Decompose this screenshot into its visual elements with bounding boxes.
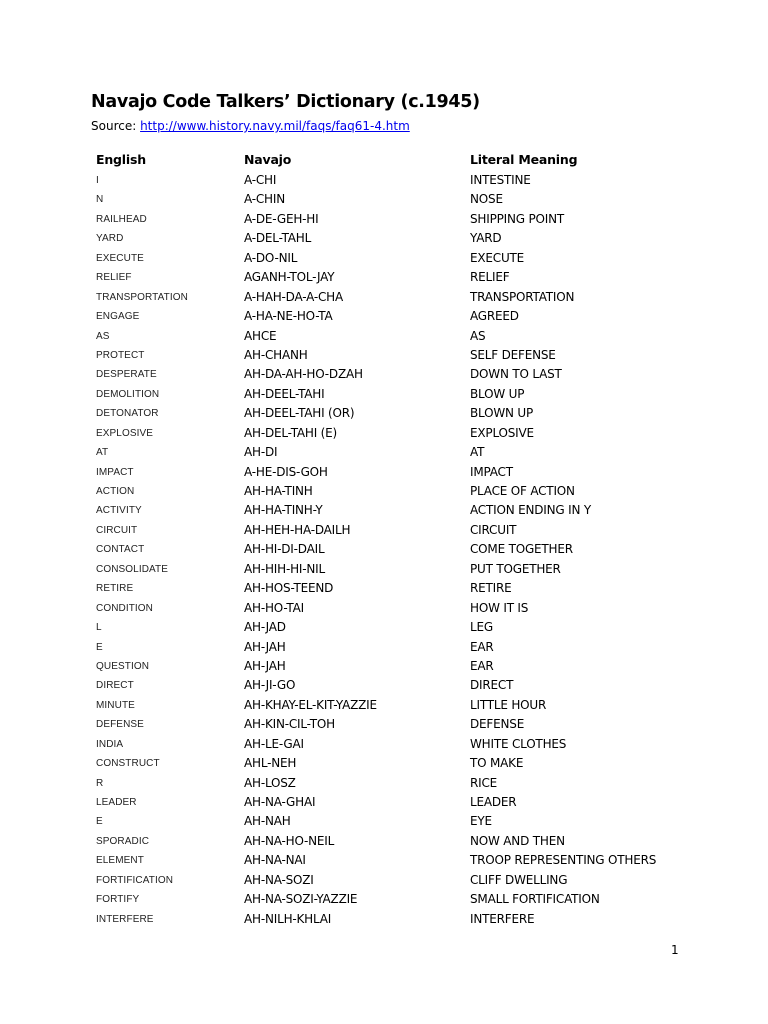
table-row [0, 307, 768, 326]
table-row [0, 385, 768, 404]
navajo-cell: A-CHIN [244, 192, 285, 207]
navajo-cell: A-CHI [244, 173, 277, 187]
table-row [0, 171, 768, 190]
literal-meaning-cell: NOSE [470, 192, 503, 207]
english-cell: PROTECT [96, 349, 145, 361]
table-row [0, 424, 768, 443]
table-row [0, 482, 768, 501]
navajo-cell: AH-NA-SOZI [244, 872, 314, 887]
table-row [0, 521, 768, 540]
english-cell: E [96, 641, 103, 653]
literal-meaning-cell: LITTLE HOUR [470, 697, 547, 712]
table-row [0, 890, 768, 909]
english-cell: AT [96, 447, 109, 459]
literal-meaning-cell: INTERFERE [470, 911, 535, 926]
navajo-cell: AHL-NEH [244, 756, 297, 771]
navajo-cell: A-HA-NE-HO-TA [244, 309, 333, 324]
english-cell: DESPERATE [96, 369, 157, 381]
english-cell: DEMOLITION [96, 388, 160, 400]
navajo-cell: AH-DEL-TAHI (E) [244, 425, 338, 440]
header-literal-meaning: Literal Meaning [470, 152, 578, 167]
english-cell: ENGAGE [96, 311, 140, 323]
navajo-cell: AH-JAH [244, 658, 286, 673]
table-row [0, 540, 768, 559]
dictionary-table [0, 171, 768, 929]
literal-meaning-cell: EAR [470, 639, 494, 654]
navajo-cell: AH-NA-GHAI [244, 795, 316, 809]
table-row [0, 463, 768, 482]
table-row [0, 754, 768, 773]
english-cell: E [96, 816, 103, 828]
english-cell: ACTIVITY [96, 505, 142, 517]
navajo-cell: AH-NA-HO-NEIL [244, 833, 335, 848]
literal-meaning-cell: AGREED [470, 309, 519, 324]
table-row [0, 190, 768, 209]
english-cell: FORTIFY [96, 894, 140, 906]
table-row [0, 851, 768, 870]
english-cell: ELEMENT [96, 855, 144, 867]
navajo-cell: AH-HEH-HA-DAILH [244, 522, 351, 537]
english-cell: CONSTRUCT [96, 758, 160, 770]
literal-meaning-cell: ACTION ENDING IN Y [470, 503, 591, 518]
literal-meaning-cell: CIRCUIT [470, 522, 517, 537]
navajo-cell: AH-NA-SOZI-YAZZIE [244, 892, 358, 907]
table-row [0, 618, 768, 637]
document-title: Navajo Code Talkers’ Dictionary (c.1945) [91, 92, 480, 112]
navajo-cell: AH-JAD [244, 620, 286, 635]
page-number: 1 [671, 943, 679, 957]
literal-meaning-cell: EXECUTE [470, 250, 525, 265]
table-row [0, 346, 768, 365]
literal-meaning-cell: RETIRE [470, 581, 512, 596]
literal-meaning-cell: DIRECT [470, 678, 514, 693]
table-row [0, 560, 768, 579]
literal-meaning-cell: NOW AND THEN [470, 833, 565, 848]
literal-meaning-cell: RELIEF [470, 270, 510, 285]
english-cell: DETONATOR [96, 408, 159, 420]
english-cell: CONDITION [96, 602, 154, 614]
navajo-cell: AH-HIH-HI-NIL [244, 561, 325, 576]
english-cell: DIRECT [96, 680, 134, 692]
table-row [0, 210, 768, 229]
english-cell: I [96, 175, 99, 186]
table-row [0, 288, 768, 307]
literal-meaning-cell: TO MAKE [470, 756, 524, 771]
table-row [0, 501, 768, 520]
navajo-cell: AH-HA-TINH [244, 484, 313, 498]
literal-meaning-cell: EAR [470, 658, 494, 673]
table-row [0, 774, 768, 793]
english-cell: MINUTE [96, 699, 135, 711]
navajo-cell: A-DO-NIL [244, 250, 298, 265]
literal-meaning-cell: AS [470, 328, 486, 343]
table-row [0, 404, 768, 423]
table-row [0, 715, 768, 734]
english-cell: LEADER [96, 797, 137, 808]
literal-meaning-cell: IMPACT [470, 464, 513, 479]
english-cell: FORTIFICATION [96, 874, 174, 886]
table-row [0, 599, 768, 618]
table-row [0, 696, 768, 715]
english-cell: IMPACT [96, 466, 134, 478]
table-row [0, 871, 768, 890]
english-cell: R [96, 777, 104, 789]
literal-meaning-cell: COME TOGETHER [470, 542, 573, 557]
navajo-cell: AGANH-TOL-JAY [244, 270, 335, 285]
table-row [0, 365, 768, 384]
navajo-cell: A-HE-DIS-GOH [244, 464, 328, 479]
table-header [0, 152, 768, 172]
literal-meaning-cell: LEG [470, 620, 493, 635]
english-cell: N [96, 194, 104, 206]
literal-meaning-cell: YARD [470, 231, 502, 246]
literal-meaning-cell: LEADER [470, 795, 517, 809]
table-row [0, 657, 768, 676]
navajo-cell: AH-HA-TINH-Y [244, 503, 323, 518]
navajo-cell: AH-NA-NAI [244, 853, 306, 868]
english-cell: EXPLOSIVE [96, 427, 154, 439]
navajo-cell: AH-DI [244, 445, 278, 460]
literal-meaning-cell: PLACE OF ACTION [470, 484, 575, 498]
navajo-cell: AH-JAH [244, 639, 286, 654]
table-row [0, 443, 768, 462]
english-cell: CONSOLIDATE [96, 563, 169, 575]
literal-meaning-cell: PUT TOGETHER [470, 561, 561, 576]
source-link[interactable]: http://www.history.navy.mil/faqs/faq61-4.htm [140, 119, 410, 133]
literal-meaning-cell: DEFENSE [470, 717, 525, 732]
navajo-cell: AH-JI-GO [244, 678, 296, 693]
table-row [0, 676, 768, 695]
english-cell: INTERFERE [96, 913, 154, 925]
english-cell: SPORADIC [96, 835, 150, 847]
navajo-cell: AH-DEEL-TAHI (OR) [244, 406, 355, 421]
literal-meaning-cell: RICE [470, 775, 498, 790]
navajo-cell: AH-NAH [244, 814, 291, 829]
navajo-cell: AH-KIN-CIL-TOH [244, 717, 335, 732]
literal-meaning-cell: TROOP REPRESENTING OTHERS [470, 853, 657, 868]
table-row [0, 910, 768, 929]
literal-meaning-cell: EXPLOSIVE [470, 425, 534, 440]
table-row [0, 832, 768, 851]
navajo-cell: AH-DA-AH-HO-DZAH [244, 367, 363, 382]
literal-meaning-cell: AT [470, 445, 485, 460]
table-row [0, 579, 768, 598]
english-cell: L [96, 622, 102, 634]
english-cell: RAILHEAD [96, 213, 147, 225]
literal-meaning-cell: DOWN TO LAST [470, 367, 562, 382]
source-line [91, 119, 410, 133]
header-navajo: Navajo [244, 152, 292, 167]
navajo-cell: AH-NILH-KHLAI [244, 911, 332, 926]
literal-meaning-cell: SHIPPING POINT [470, 211, 565, 226]
literal-meaning-cell: SELF DEFENSE [470, 347, 556, 362]
navajo-cell: AH-DEEL-TAHI [244, 386, 325, 401]
literal-meaning-cell: HOW IT IS [470, 600, 529, 615]
table-row [0, 638, 768, 657]
header-english: English [96, 152, 146, 167]
literal-meaning-cell: INTESTINE [470, 173, 531, 187]
english-cell: ACTION [96, 486, 135, 497]
navajo-cell: AHCE [244, 328, 277, 343]
navajo-cell: AH-HI-DI-DAIL [244, 542, 325, 557]
english-cell: TRANSPORTATION [96, 291, 188, 303]
table-row [0, 327, 768, 346]
english-cell: RETIRE [96, 583, 134, 595]
navajo-cell: AH-CHANH [244, 347, 308, 362]
english-cell: CIRCUIT [96, 524, 138, 536]
navajo-cell: AH-HO-TAI [244, 600, 304, 615]
literal-meaning-cell: CLIFF DWELLING [470, 872, 568, 887]
table-row [0, 229, 768, 248]
navajo-cell: A-DE-GEH-HI [244, 211, 319, 226]
navajo-cell: A-HAH-DA-A-CHA [244, 289, 343, 304]
english-cell: AS [96, 330, 110, 342]
navajo-cell: AH-LOSZ [244, 775, 296, 790]
english-cell: YARD [96, 233, 124, 245]
literal-meaning-cell: EYE [470, 814, 492, 829]
table-row [0, 268, 768, 287]
navajo-cell: AH-LE-GAI [244, 736, 304, 751]
navajo-cell: A-DEL-TAHL [244, 231, 312, 246]
literal-meaning-cell: TRANSPORTATION [470, 289, 575, 304]
english-cell: INDIA [96, 738, 124, 750]
table-row [0, 735, 768, 754]
english-cell: DEFENSE [96, 719, 144, 731]
english-cell: QUESTION [96, 660, 150, 672]
english-cell: EXECUTE [96, 252, 144, 264]
literal-meaning-cell: BLOWN UP [470, 406, 534, 421]
source-label: Source: [91, 119, 141, 133]
table-row [0, 812, 768, 831]
literal-meaning-cell: BLOW UP [470, 386, 525, 401]
table-row [0, 249, 768, 268]
navajo-cell: AH-KHAY-EL-KIT-YAZZIE [244, 697, 377, 712]
navajo-cell: AH-HOS-TEEND [244, 581, 334, 596]
english-cell: RELIEF [96, 272, 132, 284]
literal-meaning-cell: SMALL FORTIFICATION [470, 892, 600, 907]
literal-meaning-cell: WHITE CLOTHES [470, 736, 567, 751]
english-cell: CONTACT [96, 544, 145, 556]
table-row [0, 793, 768, 812]
